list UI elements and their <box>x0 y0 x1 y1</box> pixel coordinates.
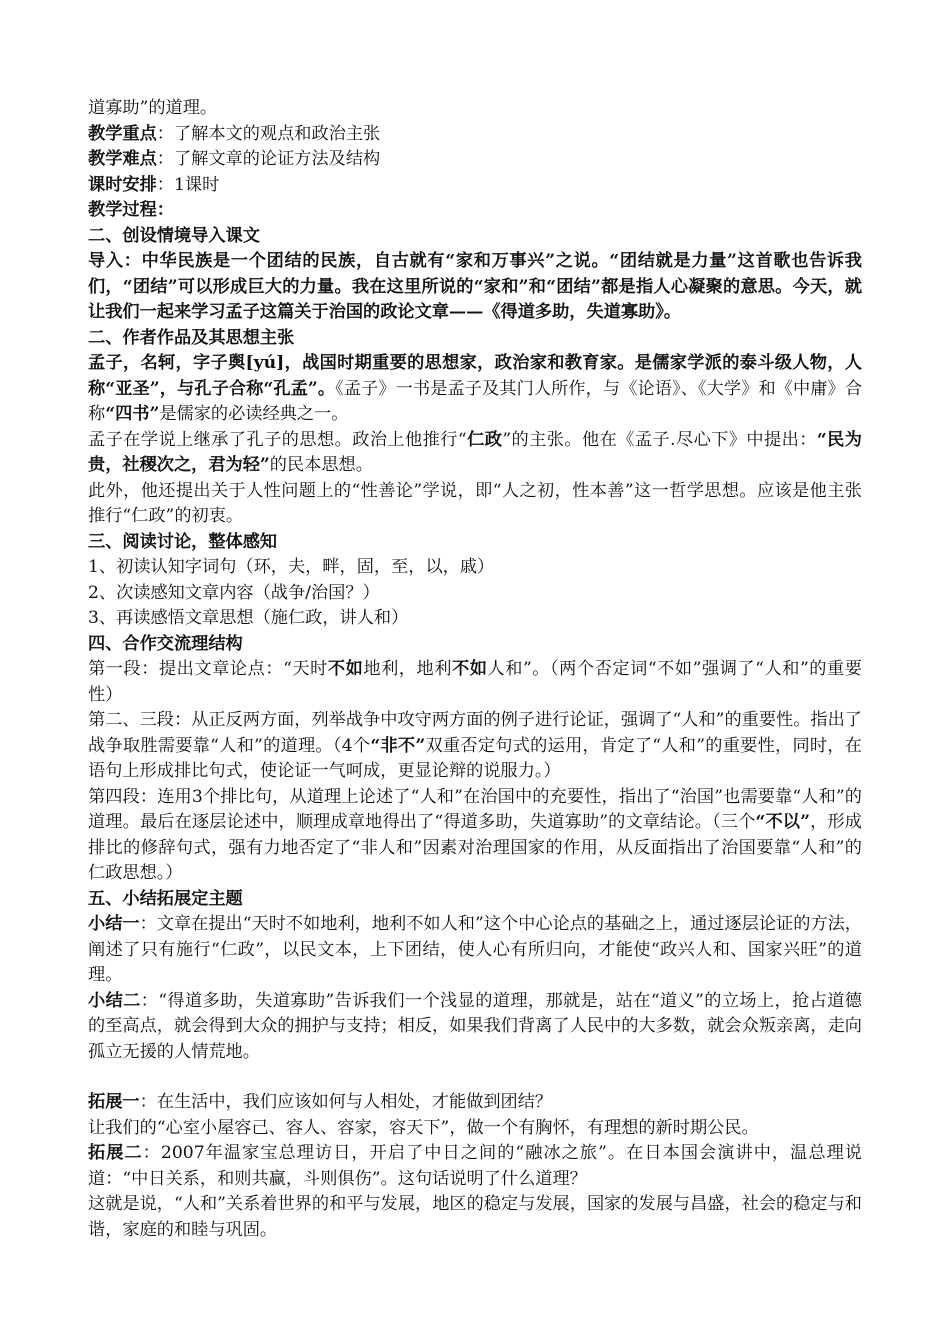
class-hours-text: ：1课时 <box>156 174 220 195</box>
structure-3-bold-1: “不以” <box>755 812 811 832</box>
author-intro-bold: 孟子，名轲，字子舆[yú]，战国时期重要的思想家，政治家和教育家。是儒家学派的泰斗级人物，人称“亚圣”，与孔子合称“孔孟”。 <box>88 353 862 399</box>
author-intro-text: 《孟子》一书是孟子及其门人所作，与《论语》、《大学》和《中庸》合称 <box>88 378 863 424</box>
extension-2-label: 拓展二 <box>88 1143 143 1163</box>
summary-2-label: 小结二 <box>88 990 141 1011</box>
extension-1-label: 拓展一 <box>88 1092 140 1112</box>
class-hours-label: 课时安排 <box>88 174 157 195</box>
reading-step-3: 3、再读感悟文章思想（施仁政，讲人和） <box>88 608 409 628</box>
summary-1-text: ：文章在提出“天时不如地利，地利不如人和”这个中心论点的基础之上，通过逐层论证的方法，阐述了只有施行“仁政”，以民文本，上下团结，使人心有所归向，才能使“政兴人和、国家兴旺”的道理。 <box>88 914 862 985</box>
structure-1-text-1: 第一段：提出文章论点：“天时 <box>88 659 328 679</box>
author-intro-paragraph <box>88 351 862 428</box>
teaching-process-heading: 教学过程： <box>88 200 174 220</box>
structure-2-text-1: 第二、三段：从正反两方面，列举战争中攻守两方面的例子进行论证，强调了“人和”的重要性。指出了战争取胜需要靠“人和”的道理。（4个 <box>88 710 862 756</box>
section-heading-summary: 五、小结拓展定主题 <box>88 888 243 909</box>
teaching-focus-text: ：了解本文的观点和政治主张 <box>156 123 381 144</box>
four-books-bold: “四书” <box>105 404 160 424</box>
blank-line <box>88 1065 862 1090</box>
extension-1 <box>88 1090 862 1116</box>
structure-1-text-3: 人和”。（两个否定词“不如”强调了“人和”的重要性） <box>88 659 862 705</box>
structure-1-bold-1: 不如 <box>327 659 364 679</box>
teaching-difficulty <box>88 147 862 173</box>
extension-1-text: ：在生活中，我们应该如何与人相处，才能做到团结？ <box>139 1092 553 1112</box>
author-intro-text-2: 是儒家的必读经典之一。 <box>159 404 349 424</box>
teaching-focus <box>88 122 862 148</box>
benevolent-text-2: ”的主张。他在《孟子.尽心下》中提出： <box>502 429 817 450</box>
benevolent-text-3: 的民本思想。 <box>269 455 373 475</box>
benevolent-bold-1: 仁政 <box>466 429 503 450</box>
summary-2-text: ：“得道多助，失道寡助”告诉我们一个浅显的道理，那就是，站在“道义”的立场上，抢占道德的至高点，就会得到大众的拥护与支持；相反，如果我们背离了人民中的大多数，就会众叛亲离，走向孤立无援的人情荒地。 <box>88 990 862 1062</box>
benevolent-text-1: 孟子在学说上继承了孔子的思想。政治上他推行“ <box>88 429 467 450</box>
structure-1-bold-2: 不如 <box>452 659 488 679</box>
section-heading-reading: 三、阅读讨论，整体感知 <box>88 531 278 552</box>
extension-2 <box>88 1141 862 1192</box>
structure-paragraph-3 <box>88 785 862 887</box>
section-heading-scenario: 二、创设情境导入课文 <box>88 225 260 246</box>
reading-step-1: 1、初读认知字词句（环，夫，畔，固，至，以，戚） <box>88 557 495 577</box>
section-heading-structure: 四、合作交流理结构 <box>88 633 243 654</box>
structure-paragraph-1 <box>88 657 862 708</box>
lead-in-paragraph: 导入：中华民族是一个团结的民族，自古就有“家和万事兴”之说。“团结就是力量”这首歌也告诉我们，“团结”可以形成巨大的力量。我在这里所说的“家和”和“团结”都是指人心凝聚的意思。今天，就让我们一起来学习孟子这篇关于治国的政论文章——《得道多助，失道寡助》。 <box>88 251 862 322</box>
structure-1-text-2: 地利，地利 <box>363 659 453 679</box>
teaching-difficulty-label: 教学难点 <box>88 149 157 169</box>
extension-2-answer: 这就是说，“人和”关系着世界的和平与发展，地区的稳定与发展，国家的发展与昌盛，社会的稳定与和谐，家庭的和睦与巩固。 <box>88 1194 862 1240</box>
benevolent-bold-2: “民为贵，社稷次之，君为轻” <box>88 429 862 475</box>
structure-2-text-2: 双重否定句式的运用，肯定了“人和”的重要性，同时，在语句上形成排比句式，使论证一气呵成，更显论辩的说服力。） <box>88 735 862 781</box>
structure-paragraph-2 <box>88 708 862 785</box>
document-page <box>88 96 862 1243</box>
reading-step-2: 2、次读感知文章内容（战争/治国？） <box>88 582 380 603</box>
extension-2-text: ：2007年温家宝总理访日，开启了中日之间的“融冰之旅”。在日本国会演讲中，温总理说道：“中日关系，和则共赢，斗则俱伤”。这句话说明了什么道理？ <box>88 1143 862 1189</box>
summary-1-label: 小结一 <box>88 914 140 934</box>
structure-3-text-1: 第四段：连用3个排比句，从道理上论述了“人和”在治国中的充要性，指出了“治国”也需要靠“人和”的道理。最后在逐层论述中，顺理成章地得出了“得道多助，失道寡助”的文章结论。（三个 <box>88 786 862 832</box>
summary-1 <box>88 912 862 989</box>
section-heading-author: 二、作者作品及其思想主张 <box>88 327 295 348</box>
extension-1-answer: 让我们的“心室小屋容己、容人、容家，容天下”，做一个有胸怀，有理想的新时期公民。 <box>88 1117 759 1138</box>
structure-3-text-2: ，形成排比的修辞句式，强有力地否定了“非人和”因素对治理国家的作用，从反面指出了治国要靠“人和”的仁政思想。） <box>88 812 862 883</box>
intro-tail: 道寡助”的道理。 <box>88 98 218 118</box>
structure-2-bold-1: “非不” <box>370 735 426 756</box>
teaching-focus-label: 教学重点 <box>88 123 157 144</box>
class-hours <box>88 173 862 199</box>
human-nature-paragraph: 此外，他还提出关于人性问题上的“性善论”学说，即“人之初，性本善”这一哲学思想。应该是他主张推行“仁政”的初衷。 <box>88 480 862 526</box>
summary-2 <box>88 989 862 1066</box>
benevolent-governance-paragraph <box>88 428 862 479</box>
teaching-difficulty-text: ：了解文章的论证方法及结构 <box>156 149 381 169</box>
